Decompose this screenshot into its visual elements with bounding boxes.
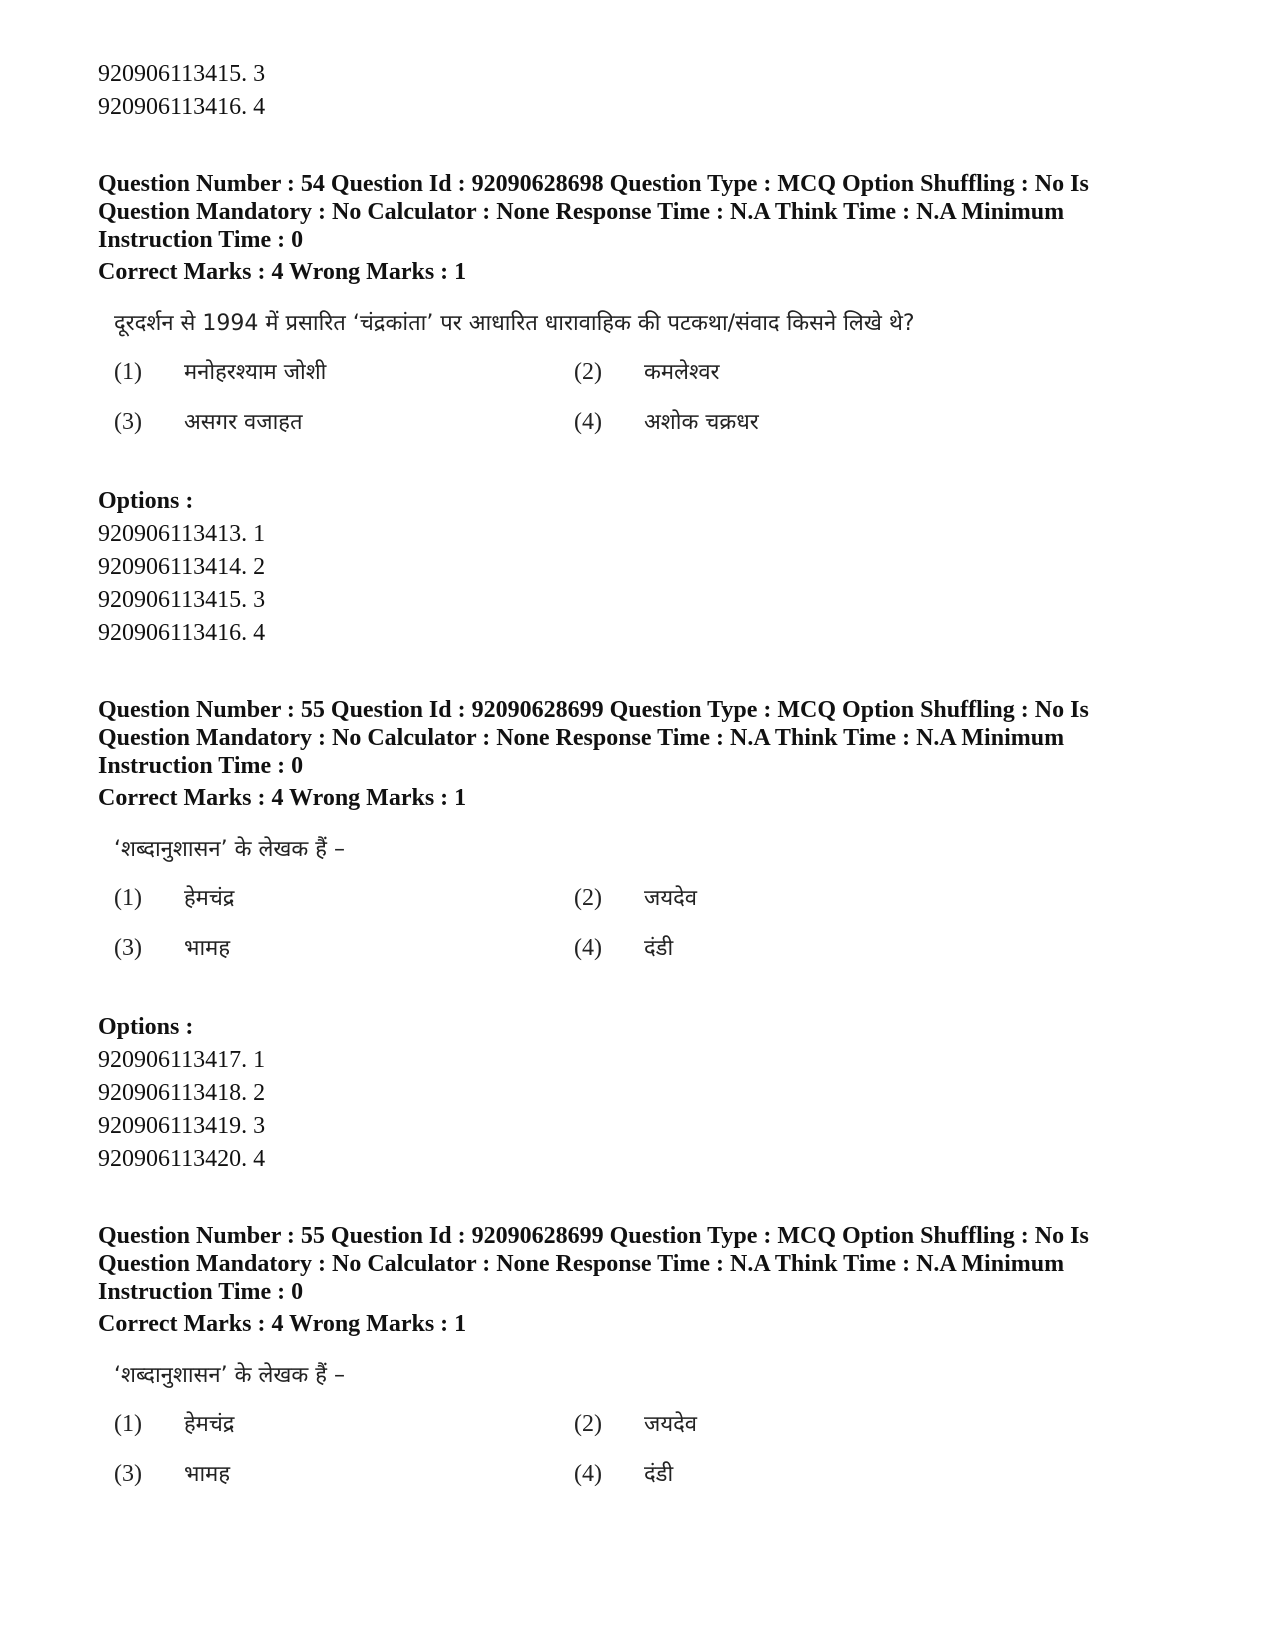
- choice-3: (3) भामह: [114, 935, 231, 961]
- choice-2: (2) जयदेव: [574, 885, 697, 911]
- document-page: [98, 58, 1178, 1509]
- choice-1: (1) हेमचंद्र: [114, 1411, 235, 1437]
- question-marks: Correct Marks : 4 Wrong Marks : 1: [98, 259, 467, 285]
- question-text: ‘शब्दानुशासन’ के लेखक हैं –: [114, 1363, 345, 1388]
- choice-grid: [114, 1409, 1178, 1509]
- choice-grid: [114, 357, 1178, 457]
- options-heading: Options :: [98, 1014, 194, 1040]
- question-meta-line: Question Number : 54 Question Id : 92090628698 Question Type : MCQ Option Shuffling : No Is: [98, 171, 1089, 197]
- option-id-line: 920906113413. 1: [98, 521, 266, 547]
- choice-4: (4) दंडी: [574, 935, 674, 961]
- question-meta-line: Question Number : 55 Question Id : 92090628699 Question Type : MCQ Option Shuffling : No Is: [98, 697, 1089, 723]
- choice-3: (3) असगर वजाहत: [114, 409, 303, 435]
- question-meta-line: Question Mandatory : No Calculator : None Response Time : N.A Think Time : N.A Minimum: [98, 199, 1065, 225]
- question-meta-line: Instruction Time : 0: [98, 227, 304, 253]
- option-id-line: 920906113415. 3: [98, 587, 266, 613]
- option-id-line: 920906113420. 4: [98, 1146, 266, 1172]
- choice-1: (1) मनोहरश्याम जोशी: [114, 359, 327, 385]
- option-id-line: 920906113415. 3: [98, 61, 266, 87]
- choice-4: (4) अशोक चक्रधर: [574, 409, 759, 435]
- choice-2: (2) कमलेश्वर: [574, 359, 720, 385]
- choice-4: (4) दंडी: [574, 1461, 674, 1487]
- question-meta-line: Instruction Time : 0: [98, 1279, 304, 1305]
- option-id-line: 920906113419. 3: [98, 1113, 266, 1139]
- question-meta-line: Question Number : 55 Question Id : 92090628699 Question Type : MCQ Option Shuffling : No Is: [98, 1223, 1089, 1249]
- option-id-line: 920906113417. 1: [98, 1047, 266, 1073]
- choice-2: (2) जयदेव: [574, 1411, 697, 1437]
- question-meta-line: Question Mandatory : No Calculator : None Response Time : N.A Think Time : N.A Minimum: [98, 1251, 1065, 1277]
- question-block-54: [98, 170, 1178, 650]
- choice-grid: [114, 883, 1178, 983]
- question-marks: Correct Marks : 4 Wrong Marks : 1: [98, 1311, 467, 1337]
- question-block-55: [98, 696, 1178, 1176]
- choice-1: (1) हेमचंद्र: [114, 885, 235, 911]
- question-marks: Correct Marks : 4 Wrong Marks : 1: [98, 785, 467, 811]
- question-text: ‘शब्दानुशासन’ के लेखक हैं –: [114, 837, 345, 862]
- question-meta-line: Question Mandatory : No Calculator : None Response Time : N.A Think Time : N.A Minimum: [98, 725, 1065, 751]
- option-id-line: 920906113414. 2: [98, 554, 266, 580]
- option-id-line: 920906113418. 2: [98, 1080, 266, 1106]
- question-block-55-repeat: [98, 1222, 1178, 1509]
- choice-3: (3) भामह: [114, 1461, 231, 1487]
- question-meta-line: Instruction Time : 0: [98, 753, 304, 779]
- option-id-line: 920906113416. 4: [98, 620, 266, 646]
- question-text: दूरदर्शन से 1994 में प्रसारित ‘चंद्रकांता’ पर आधारित धारावाहिक की पटकथा/संवाद किसने लिखे थे?: [114, 311, 915, 336]
- options-heading: Options :: [98, 488, 194, 514]
- option-id-line: 920906113416. 4: [98, 94, 266, 120]
